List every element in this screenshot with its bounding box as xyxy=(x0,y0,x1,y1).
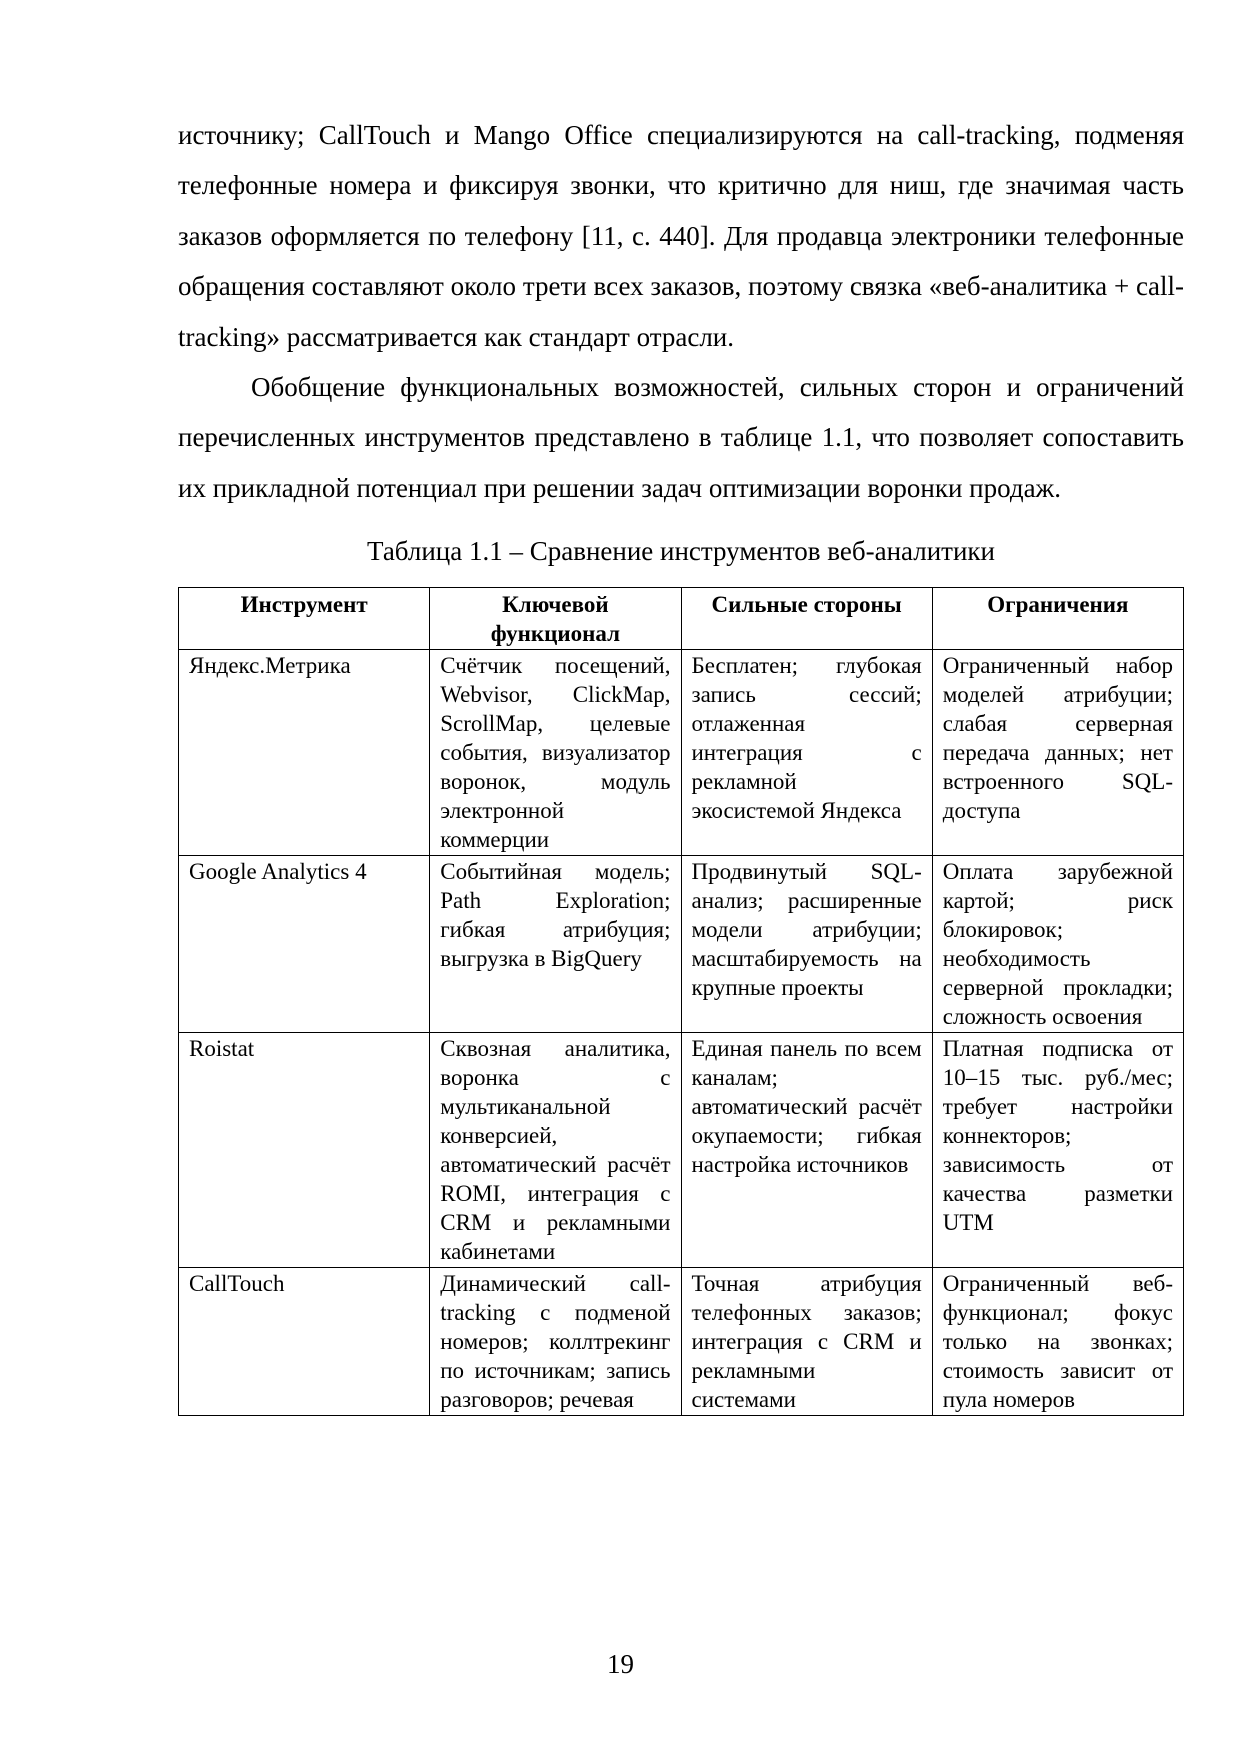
cell-tool: Google Analytics 4 xyxy=(179,856,430,1033)
cell-key-functions: Сквозная аналитика, воронка с мультиканальной конверсией, автоматический расчёт ROMI, интеграция с CRM и рекламными кабинетами xyxy=(430,1033,681,1268)
header-tool: Инструмент xyxy=(179,588,430,650)
cell-limitations: Платная подписка от 10–15 тыс. руб./мес; требует настройки коннекторов; зависимость от качества разметки UTM xyxy=(932,1033,1183,1268)
cell-limitations: Ограниченный веб-функционал; фокус только на звонках; стоимость зависит от пула номеров xyxy=(932,1268,1183,1416)
table-caption: Таблица 1.1 – Сравнение инструментов веб-аналитики xyxy=(367,536,995,567)
page-number: 19 xyxy=(607,1649,634,1679)
table-row xyxy=(179,1268,1184,1416)
cell-limitations: Оплата зарубежной картой; риск блокировок; необходимость серверной прокладки; сложность освоения xyxy=(932,856,1183,1033)
paragraph-calltracking: источнику; CallTouch и Mango Office специализируются на call-tracking, подменяя телефонные номера и фиксируя звонки, что критично для ниш, где значимая часть заказов оформляется по телефону [11, с. 440]. Для продавца электроники телефонные обращения составляют около трети всех заказов, поэтому связка «веб-аналитика + call-tracking» рассматривается как стандарт отрасли. xyxy=(178,120,1184,352)
header-key-functions: Ключевой функционал xyxy=(430,588,681,650)
comparison-table xyxy=(178,587,1184,1416)
table-header-row xyxy=(179,588,1184,650)
document-page xyxy=(178,110,1184,1416)
table-row xyxy=(179,650,1184,856)
header-limitations: Ограничения xyxy=(932,588,1183,650)
table-row xyxy=(179,856,1184,1033)
cell-strengths: Единая панель по всем каналам; автоматический расчёт окупаемости; гибкая настройка источников xyxy=(681,1033,932,1268)
cell-strengths: Бесплатен; глубокая запись сессий; отлаженная интеграция с рекламной экосистемой Яндекса xyxy=(681,650,932,856)
cell-tool: Яндекс.Метрика xyxy=(179,650,430,856)
paragraph-summary: Обобщение функциональных возможностей, сильных сторон и ограничений перечисленных инструментов представлено в таблице 1.1, что позволяет сопоставить их прикладной потенциал при решении задач оптимизации воронки продаж. xyxy=(178,372,1184,503)
cell-key-functions: Событийная модель; Path Exploration; гибкая атрибуция; выгрузка в BigQuery xyxy=(430,856,681,1033)
cell-key-functions: Счётчик посещений, Webvisor, ClickMap, ScrollMap, целевые события, визуализатор воронок, модуль электронной коммерции xyxy=(430,650,681,856)
cell-strengths: Продвинутый SQL-анализ; расширенные модели атрибуции; масштабируемость на крупные проекты xyxy=(681,856,932,1033)
table-row xyxy=(179,1033,1184,1268)
cell-tool: CallTouch xyxy=(179,1268,430,1416)
cell-strengths: Точная атрибуция телефонных заказов; интеграция с CRM и рекламными системами xyxy=(681,1268,932,1416)
cell-tool: Roistat xyxy=(179,1033,430,1268)
cell-limitations: Ограниченный набор моделей атрибуции; слабая серверная передача данных; нет встроенного SQL-доступа xyxy=(932,650,1183,856)
cell-key-functions: Динамический call-tracking с подменой номеров; коллтрекинг по источникам; запись разговоров; речевая xyxy=(430,1268,681,1416)
header-strengths: Сильные стороны xyxy=(681,588,932,650)
